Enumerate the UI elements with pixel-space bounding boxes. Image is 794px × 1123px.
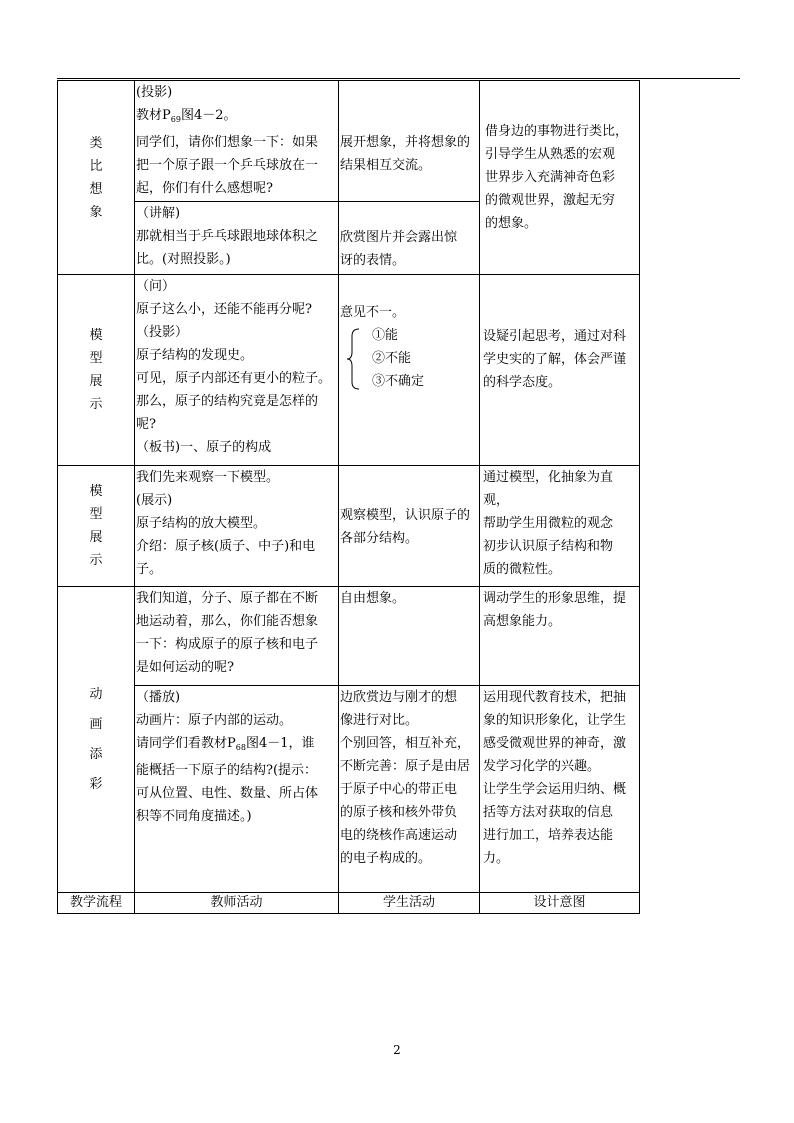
student-cell bbox=[339, 686, 480, 893]
text-line: （问） bbox=[136, 279, 176, 294]
text-line: (投影) bbox=[136, 85, 173, 100]
text-line: 世界步入充满神奇色彩 bbox=[485, 170, 616, 185]
text-line: 的原子核和核外带负 bbox=[340, 805, 458, 820]
text-line: 我们先来观察一下模型。 bbox=[136, 470, 280, 485]
text-line: 那就相当于乒乓球跟地球体积之 bbox=[136, 229, 319, 244]
student-cell bbox=[339, 275, 480, 466]
teacher-cell bbox=[135, 202, 339, 275]
text-line: 借身边的事物进行类比， bbox=[485, 124, 629, 139]
text-line: 发学习化学的兴趣。 bbox=[483, 759, 601, 774]
stage-char: 示 bbox=[89, 397, 103, 412]
text-line: 帮助学生用微粒的观念 bbox=[483, 516, 614, 531]
option-item: ①能 bbox=[372, 328, 399, 343]
table-header-row bbox=[58, 893, 640, 914]
text-line: 同学们，请你们想象一下：如果 bbox=[136, 135, 319, 150]
text-line: 设疑引起思考，通过对科 bbox=[483, 329, 627, 344]
page-number: 2 bbox=[393, 1043, 401, 1057]
text-line: 呢? bbox=[136, 417, 156, 432]
text-line: 观察模型，认识原子的 bbox=[340, 508, 471, 523]
text-line: 高想象能力。 bbox=[483, 614, 562, 629]
table-row bbox=[58, 466, 640, 587]
text-line: 我们知道，分子、原子都在不断 bbox=[136, 591, 319, 606]
option-item: ③不确定 bbox=[372, 374, 425, 389]
text-line: 意见不一。 bbox=[340, 305, 406, 320]
stage-cell bbox=[58, 587, 135, 893]
header-cell: 设计意图 bbox=[480, 893, 640, 914]
text-line: 初步认识原子结构和物 bbox=[483, 539, 614, 554]
text-line: 感受微观世界的神奇，激 bbox=[483, 736, 627, 751]
header-cell: 教师活动 bbox=[135, 893, 339, 914]
text-line: 括等方法对获取的信息 bbox=[483, 805, 614, 820]
lesson-plan-table bbox=[57, 80, 640, 914]
options-group bbox=[340, 324, 478, 393]
stage-char: 象 bbox=[89, 204, 103, 220]
text-line: 边欣赏边与刚才的想 bbox=[340, 690, 458, 705]
text-line: 原子这么小，还能不能再分呢? bbox=[136, 302, 312, 317]
stage-char: 画 bbox=[89, 716, 103, 732]
design-cell bbox=[480, 686, 640, 893]
text-line: 电的绕核作高速运动 bbox=[340, 828, 458, 843]
text-line: 子。 bbox=[136, 562, 163, 577]
stage-char: 比 bbox=[89, 158, 103, 174]
text-line: 积等不同角度描述。) bbox=[136, 809, 252, 824]
text-line: 介绍：原子核(质子、中子)和电 bbox=[136, 539, 316, 554]
text-line: （播放) bbox=[136, 690, 181, 705]
table-row bbox=[58, 275, 640, 466]
stage-char: 添 bbox=[89, 746, 103, 762]
student-cell bbox=[339, 202, 480, 275]
student-cell bbox=[339, 466, 480, 587]
text-line: 比。(对照投影。) bbox=[136, 252, 231, 267]
text-line: 请同学们看教材$P_{68}$图4－1，谁 bbox=[136, 736, 315, 752]
table-row bbox=[58, 81, 640, 202]
text-line: 能概括一下原子的结构?(提示： bbox=[136, 763, 318, 778]
text-line: 一下：构成原子的原子核和电子 bbox=[136, 637, 319, 652]
design-cell bbox=[480, 466, 640, 587]
teacher-cell bbox=[135, 275, 339, 466]
design-cell bbox=[480, 275, 640, 466]
text-line: 的想象。 bbox=[485, 216, 538, 231]
top-rule bbox=[57, 78, 740, 79]
text-line: 原子结构的发现史。 bbox=[136, 348, 254, 363]
text-line: 学史实的了解，体会严谨 bbox=[483, 352, 627, 367]
teacher-cell bbox=[135, 81, 339, 202]
text-line: 的微观世界，激起无穷 bbox=[485, 193, 616, 208]
stage-char: 展 bbox=[89, 530, 103, 545]
text-line: 个别回答，相互补充， bbox=[340, 736, 471, 751]
text-line: 的科学态度。 bbox=[483, 375, 562, 390]
text-line: 进行加工，培养表达能力。 bbox=[483, 828, 614, 866]
text-line: 教材$P_{69}$图4－2。 bbox=[136, 108, 237, 124]
table-row bbox=[58, 587, 640, 686]
stage-cell bbox=[58, 466, 135, 587]
option-item: ②不能 bbox=[372, 351, 412, 366]
text-line: 是如何运动的呢? bbox=[136, 660, 234, 675]
text-line: 质的微粒性。 bbox=[483, 562, 562, 577]
text-line: 起，你们有什么感想呢? bbox=[136, 181, 273, 196]
text-line: 的电子构成的。 bbox=[340, 851, 432, 866]
teacher-cell bbox=[135, 587, 339, 686]
text-line: 让学生学会运用归纳、概 bbox=[483, 782, 627, 797]
text-line: （投影） bbox=[136, 325, 189, 340]
student-cell bbox=[339, 81, 480, 202]
stage-char: 类 bbox=[89, 135, 103, 151]
text-line: 那么，原子的结构究竟是怎样的 bbox=[136, 394, 319, 409]
stage-char: 型 bbox=[89, 351, 103, 366]
stage-char: 彩 bbox=[89, 776, 103, 792]
text-line: 地运动着，那么，你们能否想象 bbox=[136, 614, 319, 629]
table-row bbox=[58, 686, 640, 893]
left-brace-icon bbox=[346, 328, 360, 390]
text-line: 通过模型，化抽象为直观， bbox=[483, 470, 614, 508]
stage-char: 展 bbox=[89, 374, 103, 389]
text-line: （讲解) bbox=[136, 206, 181, 221]
subscript: 69 bbox=[170, 115, 181, 124]
text-line: 动画片：原子内部的运动。 bbox=[136, 713, 293, 728]
header-cell: 学生活动 bbox=[339, 893, 480, 914]
stage-char: 模 bbox=[89, 484, 103, 499]
teacher-cell bbox=[135, 466, 339, 587]
text-line: 把一个原子跟一个乒乓球放在一 bbox=[136, 158, 319, 173]
text-line: （板书)一、原子的构成 bbox=[136, 440, 272, 455]
text-line: 结果相互交流。 bbox=[340, 158, 432, 173]
text-line: 调动学生的形象思维，提 bbox=[483, 591, 627, 606]
stage-char: 动 bbox=[89, 686, 103, 702]
text-line: 运用现代教育技术，把抽 bbox=[483, 690, 627, 705]
text-line: 可见，原子内部还有更小的粒子。 bbox=[136, 371, 332, 386]
text-line: 各部分结构。 bbox=[340, 531, 419, 546]
header-cell: 教学流程 bbox=[58, 893, 135, 914]
text-line: 可从位置、电性、数量、所占体 bbox=[136, 786, 319, 801]
subscript: 68 bbox=[235, 743, 246, 752]
text-line: 讶的表情。 bbox=[340, 253, 406, 268]
design-cell bbox=[480, 587, 640, 686]
student-cell bbox=[339, 587, 480, 686]
stage-cell bbox=[58, 275, 135, 466]
text-line: 欣赏图片并会露出惊 bbox=[340, 230, 458, 245]
stage-cell bbox=[58, 81, 135, 275]
text-line: 自由想象。 bbox=[340, 591, 406, 606]
text-line: 原子结构的放大模型。 bbox=[136, 516, 267, 531]
teacher-cell bbox=[135, 686, 339, 893]
text-line: 不断完善：原子是由居 bbox=[340, 759, 471, 774]
stage-char: 模 bbox=[89, 328, 103, 343]
stage-char: 型 bbox=[89, 507, 103, 522]
text-line: 象的知识形象化，让学生 bbox=[483, 713, 627, 728]
text-line: 像进行对比。 bbox=[340, 713, 419, 728]
text-line: 于原子中心的带正电 bbox=[340, 782, 458, 797]
text-line: (展示) bbox=[136, 493, 173, 508]
stage-char: 想 bbox=[89, 181, 103, 197]
design-cell bbox=[480, 81, 640, 275]
text-line: 展开想象，并将想象的 bbox=[340, 135, 471, 150]
text-line: 引导学生从熟悉的宏观 bbox=[485, 147, 616, 162]
stage-char: 示 bbox=[89, 553, 103, 568]
